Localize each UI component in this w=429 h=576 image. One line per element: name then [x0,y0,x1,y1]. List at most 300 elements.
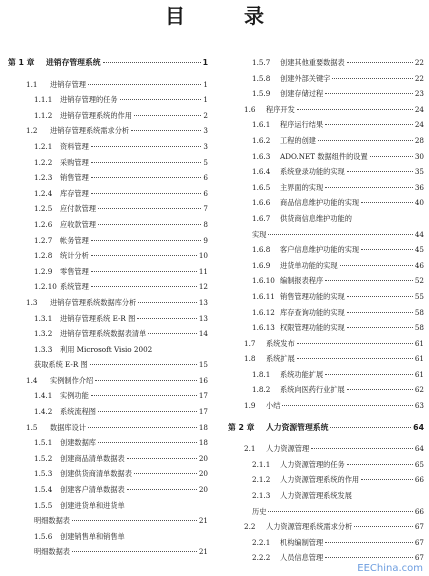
toc-entry-title: 销售管理功能的实现 [280,291,345,301]
toc-entry[interactable] [228,195,424,211]
toc-entry-title: 资料管理 [60,141,89,151]
toc-entry-number: 1.6.4 [252,167,271,177]
toc-entry-title: 进销存管理 [50,79,86,89]
toc-leader-dots [347,389,413,390]
toc-page-number: 65 [414,459,424,469]
toc-entry-number: 1.2.1 [34,141,53,151]
toc-entry-number: 1.6.1 [252,120,271,130]
toc-page-number: 13 [198,313,208,323]
toc-entry-title: 进销存管理系统数据库分析 [50,297,137,307]
toc-entry[interactable] [8,77,208,93]
toc-entry-number: 2.2 [244,522,256,532]
toc-leader-dots [268,234,412,235]
toc-entry[interactable] [228,258,424,274]
toc-entry-number: 1.2.7 [34,235,53,245]
toc-entry-title: 利用 Microsoft Visio 2002 [60,344,153,354]
toc-entry-number: 1.2.4 [34,188,53,198]
toc-entry[interactable] [8,233,208,249]
toc-entry-number: 1.6.12 [252,307,275,317]
toc-entry-title: 主界面的实现 [280,182,324,192]
toc-entry-number: 1.3.3 [34,344,53,354]
toc-page-number: 55 [414,291,424,301]
toc-entry-number: 2.1.3 [252,491,271,501]
toc-entry-number: 1.2.5 [34,204,53,214]
toc-page-number: 23 [414,89,424,99]
toc-page-number: 1 [203,95,208,105]
toc-leader-dots [91,286,197,287]
toc-page-number: 67 [414,553,424,563]
toc-chapter-entry[interactable] [8,55,208,71]
toc-entry[interactable] [8,264,208,280]
toc-entry-title: 实现 [252,229,267,239]
toc-entry[interactable] [228,289,424,305]
toc-page-number: 11 [198,266,208,276]
toc-leader-dots [318,140,413,141]
toc-entry-number: 1.5.9 [252,89,271,99]
toc-page-number: 45 [414,245,424,255]
toc-leader-dots [91,162,202,163]
toc-entry-number: 1.6.9 [252,260,271,270]
toc-entry-title: 人力资源管理系统 [266,422,329,432]
toc-entry[interactable] [8,498,208,514]
toc-leader-dots [325,280,413,281]
toc-entry-title: 进销存管理系统 [46,58,101,67]
toc-entry-number: 1.6.7 [252,213,271,223]
toc-entry[interactable] [228,227,424,243]
toc-entry[interactable] [228,367,424,383]
toc-entry-title: 创建进货单和进货单 [60,500,125,510]
toc-entry-title: 明细数据表 [34,516,70,526]
toc-leader-dots [325,187,413,188]
toc-leader-dots [354,526,413,527]
toc-page-number: 20 [198,453,208,463]
toc-entry-number: 1.2.9 [34,266,53,276]
toc-entry-number: 1.1.2 [34,110,53,120]
toc-leader-dots [131,130,201,131]
toc-entry-title: 机构编制管理 [280,537,324,547]
toc-entry[interactable] [228,472,424,488]
toc-leader-dots [347,171,413,172]
toc-page-number: 18 [198,422,208,432]
toc-entry-title: 人力资源管理的任务 [280,459,345,469]
toc-entry-number: 1.5.8 [252,73,271,83]
toc-entry-title: 帐务管理 [60,235,89,245]
toc-entry-number: 1.3.2 [34,329,53,339]
toc-entry-title: 人力资源管理 [266,444,310,454]
toc-leader-dots [340,265,413,266]
toc-leader-dots [297,358,413,359]
toc-page-number: 61 [414,354,424,364]
toc-entry[interactable] [228,305,424,321]
toc-entry[interactable] [8,108,208,124]
toc-entry[interactable] [8,326,208,342]
toc-leader-dots [90,364,197,365]
toc-entry-title: 人力资源管理系统的作用 [280,475,360,485]
toc-page-number: 3 [203,141,208,151]
toc-entry-number: 1.5.6 [34,531,53,541]
toc-page-number: 9 [203,235,208,245]
toc-leader-dots [91,177,202,178]
toc-leader-dots [95,380,197,381]
toc-entry-number: 1.5.1 [34,438,53,448]
toc-entry[interactable] [8,170,208,186]
toc-chapter-entry[interactable] [228,420,424,436]
toc-page-number: 66 [414,506,424,516]
toc-page-number: 20 [198,469,208,479]
toc-entry-title: 小结 [266,401,281,411]
toc-entry[interactable] [8,529,208,545]
toc-page-number: 66 [414,475,424,485]
toc-leader-dots [268,511,412,512]
toc-entry-number: 1.7 [244,338,256,348]
toc-entry[interactable] [8,248,208,264]
toc-entry[interactable] [8,311,208,327]
toc-leader-dots [127,489,197,490]
toc-entry-title: 采购管理 [60,157,89,167]
toc-entry-title: 创建供货商清单数据表 [60,469,132,479]
toc-entry-title: 进货单功能的实现 [280,260,338,270]
toc-leader-dots [325,93,413,94]
toc-leader-dots [91,193,202,194]
toc-leader-dots [361,479,413,480]
toc-page-number: 14 [198,329,208,339]
toc-entry[interactable] [228,102,424,118]
toc-entry[interactable] [228,273,424,289]
toc-entry[interactable] [228,164,424,180]
toc-page-number: 10 [198,251,208,261]
toc-entry-number: 1.2.2 [34,157,53,167]
toc-entry[interactable] [228,519,424,535]
toc-entry-title: 库存管理 [60,188,89,198]
toc-leader-dots [91,395,197,396]
toc-entry-number: 1.2.8 [34,251,53,261]
toc-entry-number: 1.1.1 [34,95,53,105]
toc-leader-dots [88,427,197,428]
toc-entry[interactable] [228,320,424,336]
toc-entry-title: 编制报表程序 [280,276,324,286]
toc-entry[interactable] [8,155,208,171]
toc-entry[interactable] [8,373,208,389]
toc-leader-dots [311,448,413,449]
toc-page-number: 12 [198,282,208,292]
toc-entry[interactable] [228,488,424,504]
toc-entry-title: 应收款管理 [60,219,96,229]
toc-entry-number: 1.6.13 [252,323,275,333]
toc-page-number: 6 [203,173,208,183]
toc-entry-number: 1.6.10 [252,276,275,286]
toc-entry-number: 1.1 [26,79,38,89]
toc-leader-dots [370,156,413,157]
toc-entry[interactable] [8,123,208,139]
toc-entry[interactable] [228,117,424,133]
toc-leader-dots [347,464,413,465]
toc-entry-title: 创建商品清单数据表 [60,453,125,463]
toc-entry-title: 创建外部关键字 [280,73,331,83]
toc-entry-title: 系统向医药行业扩展 [280,385,345,395]
toc-entry[interactable] [8,217,208,233]
toc-page-number: 62 [414,385,424,395]
toc-entry-number: 1.8 [244,354,256,364]
toc-page-number: 46 [414,260,424,270]
toc-entry[interactable] [228,457,424,473]
toc-entry[interactable] [228,535,424,551]
toc-page-number: 17 [198,391,208,401]
toc-entry-title: 系统功能扩展 [280,369,324,379]
toc-entry-number: 1.5 [26,422,38,432]
toc-leader-dots [72,551,197,552]
toc-entry-number: 2.2.2 [252,553,271,563]
toc-entry[interactable] [8,435,208,451]
toc-leader-dots [138,302,197,303]
toc-entry[interactable] [228,211,424,227]
toc-entry-number: 第 1 章 [8,58,35,67]
toc-entry-title: 销售管理 [60,173,89,183]
toc-entry[interactable] [8,544,208,560]
toc-entry-title: 供货商信息维护功能的 [280,213,352,223]
toc-page-number: 61 [414,369,424,379]
toc-leader-dots [347,312,413,313]
toc-entry-number: 1.6.11 [252,291,275,301]
toc-entry-number: 1.6.3 [252,151,271,161]
toc-entry-title: 人力资源管理系统需求分析 [266,522,353,532]
toc-entry-title: 人力资源管理系统发展 [280,491,352,501]
toc-entry-title: 进销存管理系统需求分析 [50,126,130,136]
toc-entry-number: 1.8.1 [252,369,271,379]
toc-entry-number: 1.4.1 [34,391,53,401]
toc-leader-dots [91,146,202,147]
toc-page-number: 1 [202,58,208,67]
toc-entry-title: 进销存管理系统的作用 [60,110,132,120]
toc-page-number: 40 [414,198,424,208]
toc-page-number: 3 [203,126,208,136]
toc-entry-title: ADO.NET 数据组件的设置 [280,151,368,161]
toc-page-number: 64 [414,444,424,454]
toc-leader-dots [98,224,201,225]
toc-entry-title: 创建存储过程 [280,89,324,99]
watermark: EEChina.com [357,563,423,574]
toc-entry[interactable] [228,504,424,520]
toc-entry-title: 历史 [252,506,267,516]
toc-page-number: 21 [198,547,208,557]
toc-page-number: 30 [414,151,424,161]
toc-entry[interactable] [228,398,424,414]
toc-leader-dots [91,240,202,241]
toc-page-number: 58 [414,323,424,333]
toc-entry-number: 1.2.10 [34,282,57,292]
toc-leader-dots [332,78,413,79]
toc-page-number: 64 [413,422,424,432]
toc-leader-dots [98,208,201,209]
toc-entry[interactable] [8,342,208,358]
toc-entry-title: 库存查询功能的实现 [280,307,345,317]
toc-entry-title: 获取系统 E-R 图 [34,360,88,370]
toc-page-number: 8 [203,219,208,229]
toc-entry-number: 1.2.3 [34,173,53,183]
toc-entry[interactable] [8,466,208,482]
toc-entry-number: 1.4 [26,375,38,385]
toc-leader-dots [361,249,413,250]
toc-page-number: 22 [414,58,424,67]
toc-leader-dots [347,62,413,63]
toc-leader-dots [72,520,197,521]
toc-entry-title: 创建其他重要数据表 [280,58,345,67]
toc-leader-dots [148,333,197,334]
toc-leader-dots [134,473,197,474]
toc-entry-number: 第 2 章 [228,422,255,432]
toc-page-number: 22 [414,73,424,83]
toc-entry-title: 创建客户清单数据表 [60,485,125,495]
toc-entry-title: 系统管理 [60,282,89,292]
toc-entry-title: 实例功能 [60,391,89,401]
toc-entry[interactable] [228,180,424,196]
toc-entry[interactable] [8,92,208,108]
toc-page-number: 5 [203,157,208,167]
toc-leader-dots [325,374,413,375]
toc-entry-title: 零售管理 [60,266,89,276]
toc-entry[interactable] [228,242,424,258]
toc-entry[interactable] [8,404,208,420]
toc-leader-dots [137,318,197,319]
toc-entry-number: 1.5.4 [34,485,53,495]
toc-entry-title: 数据库设计 [50,422,86,432]
toc-entry[interactable] [228,55,424,71]
toc-entry-title: 程序运行结果 [280,120,324,130]
toc-page-number: 17 [198,407,208,417]
toc-right-column [228,55,424,566]
toc-entry-title: 工程的创建 [280,135,316,145]
toc-entry-number: 1.5.5 [34,500,53,510]
toc-entry-number: 1.6.8 [252,245,271,255]
toc-entry-number: 1.6.6 [252,198,271,208]
toc-entry[interactable] [8,420,208,436]
toc-leader-dots [134,115,202,116]
toc-page-number: 67 [414,537,424,547]
toc-left-column [8,55,208,560]
toc-leader-dots [98,411,197,412]
toc-entry-title: 人员信息管理 [280,553,324,563]
toc-leader-dots [120,99,202,100]
toc-entry[interactable] [228,441,424,457]
toc-page-number: 2 [203,110,208,120]
toc-entry[interactable] [228,149,424,165]
toc-entry-title: 明细数据表 [34,547,70,557]
toc-page-number: 7 [203,204,208,214]
toc-page-number: 6 [203,188,208,198]
toc-entry-number: 1.2 [26,126,38,136]
toc-leader-dots [347,327,413,328]
toc-entry[interactable] [8,513,208,529]
toc-page-number: 52 [414,276,424,286]
toc-page-number: 61 [414,338,424,348]
toc-leader-dots [325,124,413,125]
toc-entry[interactable] [8,357,208,373]
toc-entry-number: 1.9 [244,401,256,411]
toc-leader-dots [98,442,197,443]
toc-entry-number: 1.4.2 [34,407,53,417]
toc-page-number: 36 [414,182,424,192]
toc-entry-title: 客户信息维护功能的实现 [280,245,360,255]
toc-entry-number: 1.5.7 [252,58,271,67]
toc-page-number: 24 [414,104,424,114]
toc-leader-dots [88,84,201,85]
toc-entry[interactable] [228,71,424,87]
toc-entry-number: 1.3 [26,297,38,307]
toc-page-number: 28 [414,135,424,145]
toc-entry[interactable] [228,382,424,398]
toc-leader-dots [103,62,201,63]
toc-page-number: 13 [198,297,208,307]
toc-entry[interactable] [8,388,208,404]
toc-leader-dots [330,427,411,428]
toc-entry-title: 权限管理功能的实现 [280,323,345,333]
toc-entry-number: 1.6.2 [252,135,271,145]
toc-page-number: 20 [198,485,208,495]
toc-entry-title: 进销存管理系统 E-R 图 [60,313,136,323]
toc-page-number: 67 [414,522,424,532]
toc-entry-number: 1.6.5 [252,182,271,192]
toc-entry-title: 进销存管理的任务 [60,95,118,105]
toc-entry-number: 2.2.1 [252,537,271,547]
toc-page-number: 21 [198,516,208,526]
toc-entry[interactable] [8,295,208,311]
toc-page-number: 58 [414,307,424,317]
toc-page-number: 1 [203,79,208,89]
toc-entry-number: 2.1 [244,444,256,454]
toc-entry-title: 创建销售单和销售单 [60,531,125,541]
toc-page-number: 18 [198,438,208,448]
toc-entry[interactable] [8,186,208,202]
toc-leader-dots [91,255,197,256]
toc-leader-dots [297,343,413,344]
toc-entry-title: 系统登录功能的实现 [280,167,345,177]
toc-entry[interactable] [228,351,424,367]
toc-leader-dots [325,542,413,543]
toc-entry-title: 进销存管理系统数据表清单 [60,329,147,339]
toc-entry[interactable] [8,451,208,467]
toc-entry-title: 统计分析 [60,251,89,261]
toc-entry-title: 创建数据库 [60,438,96,448]
toc-page-number: 24 [414,120,424,130]
toc-page-number: 63 [414,401,424,411]
toc-leader-dots [297,109,413,110]
toc-leader-dots [127,458,197,459]
toc-entry[interactable] [8,279,208,295]
toc-leader-dots [347,296,413,297]
toc-entry-title: 系统扩展 [266,354,295,364]
toc-entry-title: 系统流程图 [60,407,96,417]
toc-page-number: 15 [198,360,208,370]
toc-entry[interactable] [8,139,208,155]
toc-entry[interactable] [228,336,424,352]
toc-leader-dots [361,202,413,203]
toc-entry-title: 应付款管理 [60,204,96,214]
toc-entry[interactable] [8,201,208,217]
toc-entry-title: 系统发布 [266,338,295,348]
toc-entry-number: 1.3.1 [34,313,53,323]
toc-entry[interactable] [8,482,208,498]
toc-entry[interactable] [228,133,424,149]
toc-entry-number: 2.1.1 [252,459,271,469]
toc-page-number: 16 [198,375,208,385]
toc-entry-number: 1.2.6 [34,219,53,229]
toc-entry-number: 1.5.3 [34,469,53,479]
toc-entry-number: 1.5.2 [34,453,53,463]
page-title: 目 录 [165,4,290,28]
toc-entry-number: 1.6 [244,104,256,114]
toc-entry-number: 2.1.2 [252,475,271,485]
toc-entry[interactable] [228,86,424,102]
toc-page-number: 44 [414,229,424,239]
